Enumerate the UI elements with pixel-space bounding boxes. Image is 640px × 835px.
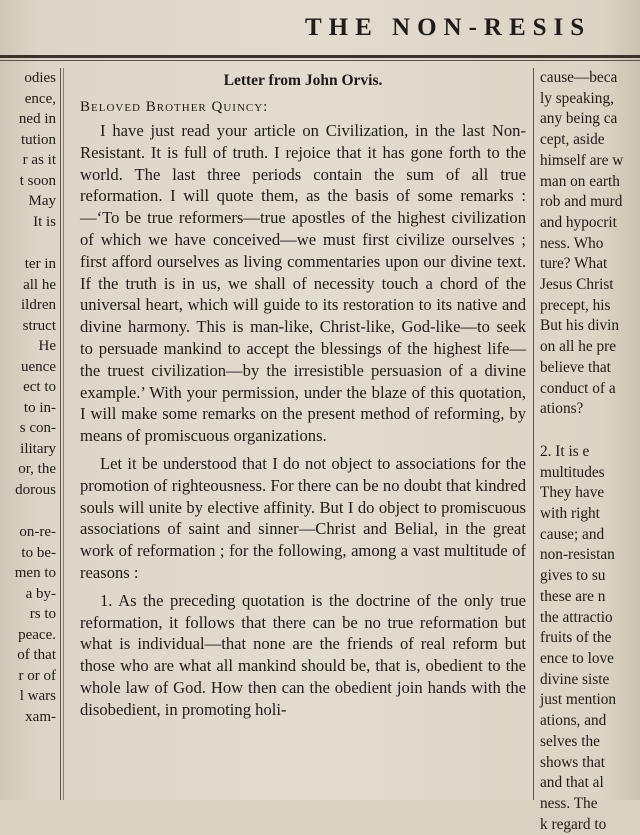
right-column-line: any being ca — [540, 110, 618, 128]
right-column-line: ness. Who — [540, 234, 604, 252]
left-column-line: all he — [23, 276, 56, 293]
right-column-line: ness. The — [540, 794, 598, 812]
left-column-line: odies — [24, 70, 56, 86]
article-salutation: Beloved Brother Quincy: — [80, 99, 269, 115]
left-column-line: struct — [22, 317, 56, 334]
right-column-line: these are n — [540, 587, 606, 605]
right-column-line: ence to love — [540, 649, 614, 667]
masthead-rule — [0, 55, 640, 58]
left-column-line: ence, — [24, 90, 56, 107]
left-column-line: men to — [14, 565, 56, 581]
right-column-line: ations? — [540, 400, 584, 418]
right-column-line: believe that — [540, 358, 611, 376]
left-column-line: on-re- — [19, 524, 56, 540]
left-column-line: to be- — [21, 544, 56, 561]
left-column-line: of that — [17, 647, 56, 663]
left-column-line: tution — [20, 131, 56, 148]
left-column-line: ildren — [21, 297, 56, 313]
article-heading: Letter from John Orvis. — [223, 72, 383, 89]
left-column-line: ter in — [24, 256, 56, 272]
left-column-line: r as it — [22, 152, 56, 168]
right-column-line: himself are w — [540, 151, 624, 169]
left-column-line: He — [38, 338, 56, 354]
left-column-line: peace. — [18, 626, 56, 643]
right-column-line: precept, his — [540, 296, 611, 314]
right-column-line: man on earth — [540, 172, 620, 190]
right-column-line: non-resistan — [540, 546, 615, 564]
left-column-line: dorous — [15, 481, 56, 498]
left-column-fragment — [0, 68, 56, 800]
right-column-line: shows that — [540, 753, 606, 771]
right-column-line: divine siste — [540, 670, 610, 688]
left-column-line: s con- — [19, 420, 56, 436]
left-column-line: ect to — [23, 379, 56, 395]
right-column-line: cept, aside — [540, 131, 605, 149]
masthead-title: THE NON-RESIS — [305, 14, 592, 41]
left-column-line: ilitary — [20, 440, 56, 457]
left-column-line: or, the — [18, 461, 56, 477]
right-column-line: and hypocrit — [540, 213, 617, 231]
right-column-line: on all he pre — [540, 338, 617, 356]
right-column-line: cause; and — [540, 525, 605, 543]
right-column-line: Jesus Christ — [540, 276, 614, 294]
right-column-line: the attractio — [540, 608, 613, 626]
right-column-line: conduct of a — [540, 379, 616, 397]
column-divider — [63, 68, 64, 800]
left-column-line: t soon — [19, 172, 56, 189]
column-divider — [533, 68, 534, 800]
left-column-line: r or of — [18, 667, 56, 684]
right-column-line: 2. It is e — [540, 442, 590, 460]
right-column-line: ations, and — [540, 712, 607, 730]
right-column-fragment — [540, 68, 640, 833]
right-column-line: cause—beca — [540, 69, 618, 86]
left-column-line: ned in — [18, 111, 56, 127]
right-column-line: rob and murd — [540, 193, 623, 211]
masthead-rule-thin — [0, 60, 640, 61]
left-column-line: l wars — [19, 688, 56, 704]
right-column-line: selves the — [540, 732, 600, 750]
article-paragraph: Let it be understood that I do not object to associations for the promotion of righteousness. For there can be no doubt that kindred souls will unite by elective affinity. But I do object to promiscuous associations of saint and sinner—Christ and Belial, in the great work of reformation ; for the following, among a vast multitude of reasons : — [80, 453, 526, 582]
right-column-line: with right — [540, 505, 600, 523]
right-column-line: just mention — [540, 691, 617, 709]
right-column-line: But his divin — [540, 317, 620, 335]
right-column-line: multitudes — [540, 463, 605, 481]
article-paragraph: I have just read your article on Civilization, in the last Non-Resistant. It is full of truth. I rejoice that it has gone forth to the world. The last three periods contain the sum of all true reformation. I will quote them, as the basis of some remarks :—‘To be true reformers—true apostles of the highest civilization of which we have conceived—we must first civilize ourselves ; first afford ourselves as living commentaries upon our divine text. If the truth is in us, we shall of necessity touch a chord of the universal heart, which will guide to its restoration to its native and divine harmony. This is man-like, Christ-like, God-like—to seek to persuade mankind to accept the blessings of the highest life—the truest civilization—by the irresistible persuasion of a divine example.’ With your permission, under the blaze of this quotation, I will make some remarks on the present method of reforming, by means of promiscuous organizations. — [80, 121, 526, 446]
right-column-line: and that al — [540, 774, 604, 792]
left-column-line: a by- — [25, 585, 56, 602]
left-column-line: rs to — [29, 606, 56, 622]
column-divider — [60, 68, 61, 800]
left-column-line: to in- — [23, 399, 56, 416]
right-column-line: ly speaking, — [540, 89, 614, 107]
right-column-line: k regard to — [540, 815, 607, 833]
left-column-line: May — [28, 193, 56, 209]
article-paragraph: 1. As the preceding quotation is the doctrine of the only true reformation, it follows that there can be no true reformation but what is individual—that none are the friends of real reform but those who are what all mankind should be, that is, obedient to the whole law of God. How then can the obedient join hands with the disobedient, in promoting holi- — [80, 590, 526, 719]
left-column-line: uence — [21, 358, 56, 375]
left-column-line: It is — [33, 213, 56, 230]
left-column-line: xam- — [25, 708, 56, 725]
right-column-line: fruits of the — [540, 629, 612, 647]
right-column-line: ture? What — [540, 255, 608, 273]
right-column-line: gives to su — [540, 567, 606, 585]
article-column — [80, 68, 526, 800]
right-column-line: They have — [540, 484, 605, 502]
